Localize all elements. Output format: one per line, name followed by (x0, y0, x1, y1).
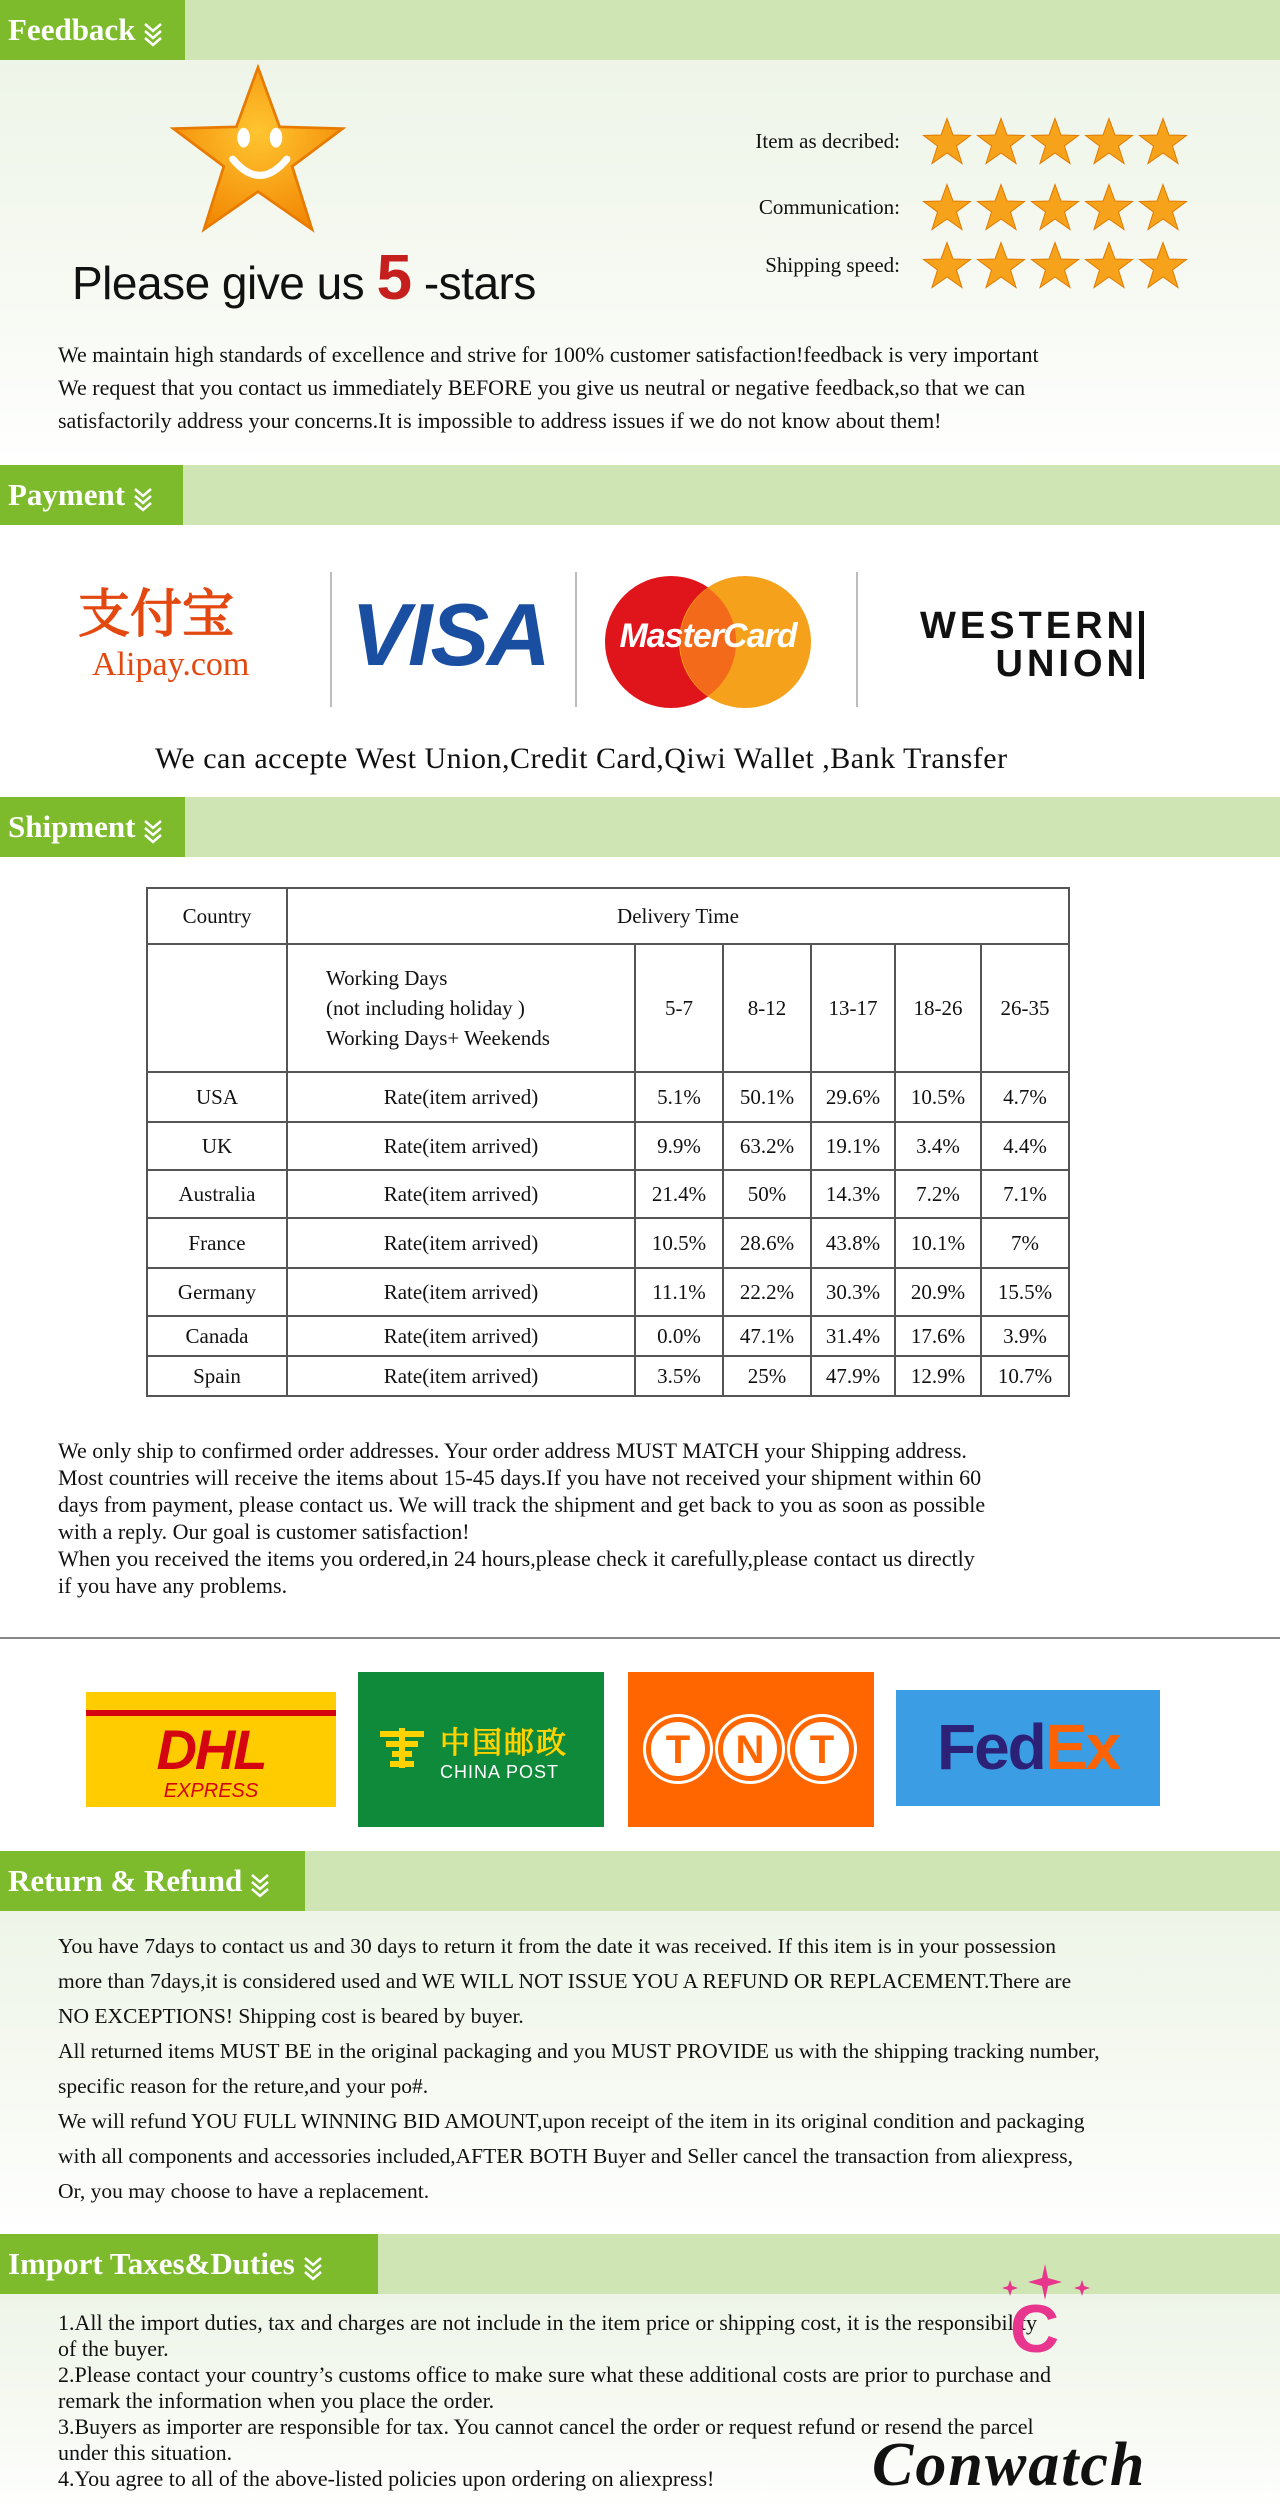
dhl-logo (86, 1692, 336, 1807)
text-line: We will refund YOU FULL WINNING BID AMOUNT,upon receipt of the item in its original condition and packaging (58, 2109, 1085, 2133)
dhl-express-text: EXPRESS (163, 1780, 259, 1802)
star-icon (976, 117, 1026, 167)
value-cell: 21.4% (635, 1170, 723, 1218)
value-cell: 3.5% (635, 1356, 723, 1396)
value-cell: 15.5% (981, 1268, 1069, 1316)
visa-logo (335, 585, 565, 685)
rating-label: Shipping speed: (765, 253, 900, 277)
table-row (147, 1122, 1069, 1170)
return-refund-section-tab (0, 1851, 305, 1911)
visa-text: VISA (351, 585, 549, 684)
shipment-section-tab (0, 797, 185, 857)
feedback-paragraph (58, 338, 1039, 437)
country-cell: Germany (147, 1268, 287, 1316)
western-union-logo (888, 607, 1138, 687)
rating-stars (922, 117, 1192, 167)
value-cell: 10.1% (895, 1218, 981, 1268)
range-header: 13-17 (811, 944, 895, 1072)
star-icon (922, 183, 972, 233)
value-cell: 17.6% (895, 1316, 981, 1356)
return-refund-section-title: Return & Refund (8, 1863, 243, 1898)
table-row (147, 1218, 1069, 1268)
country-cell: UK (147, 1122, 287, 1170)
fedex-logo (896, 1690, 1160, 1806)
union-text: UNION (995, 643, 1138, 685)
chevron-down-icon (248, 1869, 272, 1899)
text-line: satisfactorily address your concerns.It is impossible to address issues if we do not know about them! (58, 408, 942, 433)
payment-section-tab (0, 465, 183, 525)
chevron-down-icon (131, 483, 155, 513)
fedex-ex-text: Ex (1044, 1711, 1120, 1783)
feedback-section-tab (0, 0, 185, 60)
value-cell: 28.6% (723, 1218, 811, 1268)
alipay-cn-text: 支付宝 (78, 585, 235, 645)
chevron-down-icon (141, 18, 165, 48)
feedback-section-title: Feedback (8, 12, 136, 47)
star-icon (922, 241, 972, 291)
value-cell: 9.9% (635, 1122, 723, 1170)
range-header: 8-12 (723, 944, 811, 1072)
tnt-letter-circle: T (790, 1717, 854, 1781)
star-icon (1084, 117, 1134, 167)
alipay-logo (78, 585, 308, 715)
mastercard-logo (603, 575, 813, 710)
rating-row-item-described (660, 117, 1220, 167)
text-line: 1.All the import duties, tax and charges are not include in the item price or shipping cost, it is the responsibility (58, 2310, 1038, 2335)
star-icon (1030, 183, 1080, 233)
feedback-section-bar (0, 0, 1280, 60)
text-line: with a reply. Our goal is customer satisfaction! (58, 1519, 470, 1544)
value-cell: 3.4% (895, 1122, 981, 1170)
text-line: You have 7days to contact us and 30 days to return it from the date it was received. If this item is in your possession (58, 1934, 1056, 1958)
feedback-panel (0, 60, 1280, 465)
value-cell: 50.1% (723, 1072, 811, 1122)
value-cell: 11.1% (635, 1268, 723, 1316)
star-icon (1084, 183, 1134, 233)
table-row (147, 1072, 1069, 1122)
country-cell: Australia (147, 1170, 287, 1218)
text-line: We maintain high standards of excellence and strive for 100% customer satisfaction!feedback is very important (58, 342, 1039, 367)
chevron-down-icon (301, 2252, 325, 2282)
table-row (147, 1316, 1069, 1356)
watermark-letter: C (1010, 2291, 1060, 2367)
table-subheader-row (147, 944, 1069, 1072)
shipment-section-bar (0, 797, 1280, 857)
range-header: 18-26 (895, 944, 981, 1072)
value-cell: 31.4% (811, 1316, 895, 1356)
chevron-down-icon (141, 815, 165, 845)
star-icon (1030, 241, 1080, 291)
text-line: more than 7days,it is considered used and WE WILL NOT ISSUE YOU A REFUND OR REPLACEMENT.There are (58, 1969, 1072, 1993)
smiling-star-icon (168, 62, 348, 242)
value-cell: 3.9% (981, 1316, 1069, 1356)
value-cell: 30.3% (811, 1268, 895, 1316)
star-icon (1138, 183, 1188, 233)
rating-stars (922, 183, 1192, 233)
china-post-emblem-icon (374, 1720, 430, 1776)
return-refund-panel (0, 1911, 1280, 2234)
divider (575, 572, 577, 707)
fedex-fed-text: Fed (936, 1711, 1045, 1783)
value-cell: 47.9% (811, 1356, 895, 1396)
text-line: 3.Buyers as importer are responsible for tax. You cannot cancel the order or request refund or resend the parcel (58, 2414, 1034, 2439)
headline-prefix: Please give us (72, 257, 365, 309)
rating-row-shipping-speed (660, 241, 1220, 291)
tnt-letters (646, 1717, 856, 1783)
rate-cell: Rate(item arrived) (287, 1316, 635, 1356)
star-icon (976, 183, 1026, 233)
text-line: Most countries will receive the items about 15-45 days.If you have not received your shipment within 60 (58, 1465, 982, 1490)
table-row (147, 1356, 1069, 1396)
china-post-cn-text: 中国邮政 (440, 1726, 568, 1761)
value-cell: 5.1% (635, 1072, 723, 1122)
text-line: All returned items MUST BE in the original packaging and you MUST PROVIDE us with the shipping tracking number, (58, 2039, 1100, 2063)
table-row (147, 1170, 1069, 1218)
range-header: 5-7 (635, 944, 723, 1072)
rate-cell: Rate(item arrived) (287, 1268, 635, 1316)
tnt-letter-circle: N (718, 1717, 782, 1781)
dhl-text: DHL (156, 1718, 266, 1781)
working-days-line: Working Days (326, 966, 448, 990)
star-icon (1138, 241, 1188, 291)
text-line: remark the information when you place the order. (58, 2388, 495, 2413)
value-cell: 4.4% (981, 1122, 1069, 1170)
return-refund-section-bar (0, 1851, 1280, 1911)
headline-suffix: -stars (423, 257, 536, 309)
country-cell: France (147, 1218, 287, 1268)
return-refund-paragraph (58, 1929, 1100, 2209)
text-line: NO EXCEPTIONS! Shipping cost is beared by buyer. (58, 2004, 524, 2028)
rating-label: Communication: (758, 195, 900, 219)
rate-cell: Rate(item arrived) (287, 1122, 635, 1170)
rating-row-communication (660, 183, 1220, 233)
china-post-logo (358, 1672, 604, 1827)
divider (856, 572, 858, 707)
text-line: if you have any problems. (58, 1573, 288, 1598)
star-icon (1138, 117, 1188, 167)
rate-cell: Rate(item arrived) (287, 1170, 635, 1218)
text-line: We only ship to confirmed order addresses. Your order address MUST MATCH your Shipping address. (58, 1438, 967, 1463)
text-line: 2.Please contact your country’s customs office to make sure what these additional costs are prior to purchase and (58, 2362, 1051, 2387)
country-header: Country (147, 888, 287, 944)
text-line: specific reason for the reture,and your po#. (58, 2074, 429, 2098)
working-days-line: Working Days+ Weekends (326, 1026, 550, 1050)
text-line: under this situation. (58, 2440, 233, 2465)
text-line: Or, you may choose to have a replacement. (58, 2179, 430, 2203)
value-cell: 4.7% (981, 1072, 1069, 1122)
shipment-section-title: Shipment (8, 809, 136, 844)
star-icon (1030, 117, 1080, 167)
shipment-paragraph (58, 1437, 985, 1599)
star-icon (976, 241, 1026, 291)
import-duties-section-tab (0, 2234, 378, 2294)
text-line: 4.You agree to all of the above-listed policies upon ordering on aliexpress! (58, 2466, 715, 2491)
mastercard-text: MasterCard (619, 617, 797, 655)
dhl-stripe (86, 1710, 336, 1716)
table-body (147, 1072, 1069, 1396)
text-line: days from payment, please contact us. We will track the shipment and get back to you as soon as possible (58, 1492, 986, 1517)
import-duties-section-title: Import Taxes&Duties (8, 2246, 295, 2281)
table-row (147, 1268, 1069, 1316)
value-cell: 7.2% (895, 1170, 981, 1218)
value-cell: 50% (723, 1170, 811, 1218)
text-line: of the buyer. (58, 2336, 169, 2361)
working-days-line: (not including holiday ) (326, 996, 525, 1020)
payment-caption: We can accepte West Union,Credit Card,Qiwi Wallet ,Bank Transfer (155, 742, 1008, 775)
china-post-en-text: CHINA POST (440, 1762, 560, 1782)
text-line: We request that you contact us immediately BEFORE you give us neutral or negative feedback,so that we can (58, 375, 1026, 400)
western-union-bar (1139, 611, 1144, 679)
value-cell: 10.5% (895, 1072, 981, 1122)
payment-section-title: Payment (8, 477, 126, 512)
country-cell: USA (147, 1072, 287, 1122)
fedex-wordmark (896, 1712, 1160, 1782)
star-icon (922, 117, 972, 167)
delivery-time-table (146, 887, 1070, 1397)
value-cell: 0.0% (635, 1316, 723, 1356)
value-cell: 7.1% (981, 1170, 1069, 1218)
watermark-text: Conwatch (872, 2431, 1147, 2499)
rating-label: Item as decribed: (755, 129, 900, 153)
five-stars-headline (72, 240, 536, 314)
value-cell: 19.1% (811, 1122, 895, 1170)
value-cell: 20.9% (895, 1268, 981, 1316)
rating-stars (922, 241, 1192, 291)
table-header-row (147, 888, 1069, 944)
delivery-time-header: Delivery Time (287, 888, 1069, 944)
headline-number: 5 (376, 241, 412, 313)
value-cell: 14.3% (811, 1170, 895, 1218)
value-cell: 29.6% (811, 1072, 895, 1122)
value-cell: 10.5% (635, 1218, 723, 1268)
working-days-cell (287, 944, 635, 1072)
value-cell: 10.7% (981, 1356, 1069, 1396)
western-text: WESTERN (920, 605, 1138, 647)
tnt-logo (628, 1672, 874, 1827)
value-cell: 7% (981, 1218, 1069, 1268)
value-cell: 43.8% (811, 1218, 895, 1268)
value-cell: 47.1% (723, 1316, 811, 1356)
tnt-letter-circle: T (646, 1717, 710, 1781)
range-header: 26-35 (981, 944, 1069, 1072)
value-cell: 63.2% (723, 1122, 811, 1170)
payment-section-bar (0, 465, 1280, 525)
empty-cell (147, 944, 287, 1072)
value-cell: 25% (723, 1356, 811, 1396)
text-line: with all components and accessories included,AFTER BOTH Buyer and Seller cancel the transaction from aliexpress, (58, 2144, 1073, 2168)
divider (330, 572, 332, 707)
text-line: When you received the items you ordered,in 24 hours,please check it carefully,please contact us directly (58, 1546, 975, 1571)
country-cell: Spain (147, 1356, 287, 1396)
value-cell: 22.2% (723, 1268, 811, 1316)
value-cell: 12.9% (895, 1356, 981, 1396)
star-icon (1084, 241, 1134, 291)
rate-cell: Rate(item arrived) (287, 1356, 635, 1396)
rate-cell: Rate(item arrived) (287, 1072, 635, 1122)
alipay-en-text: Alipay.com (92, 646, 250, 683)
rate-cell: Rate(item arrived) (287, 1218, 635, 1268)
payment-panel (0, 525, 1280, 790)
divider (0, 1637, 1280, 1639)
country-cell: Canada (147, 1316, 287, 1356)
